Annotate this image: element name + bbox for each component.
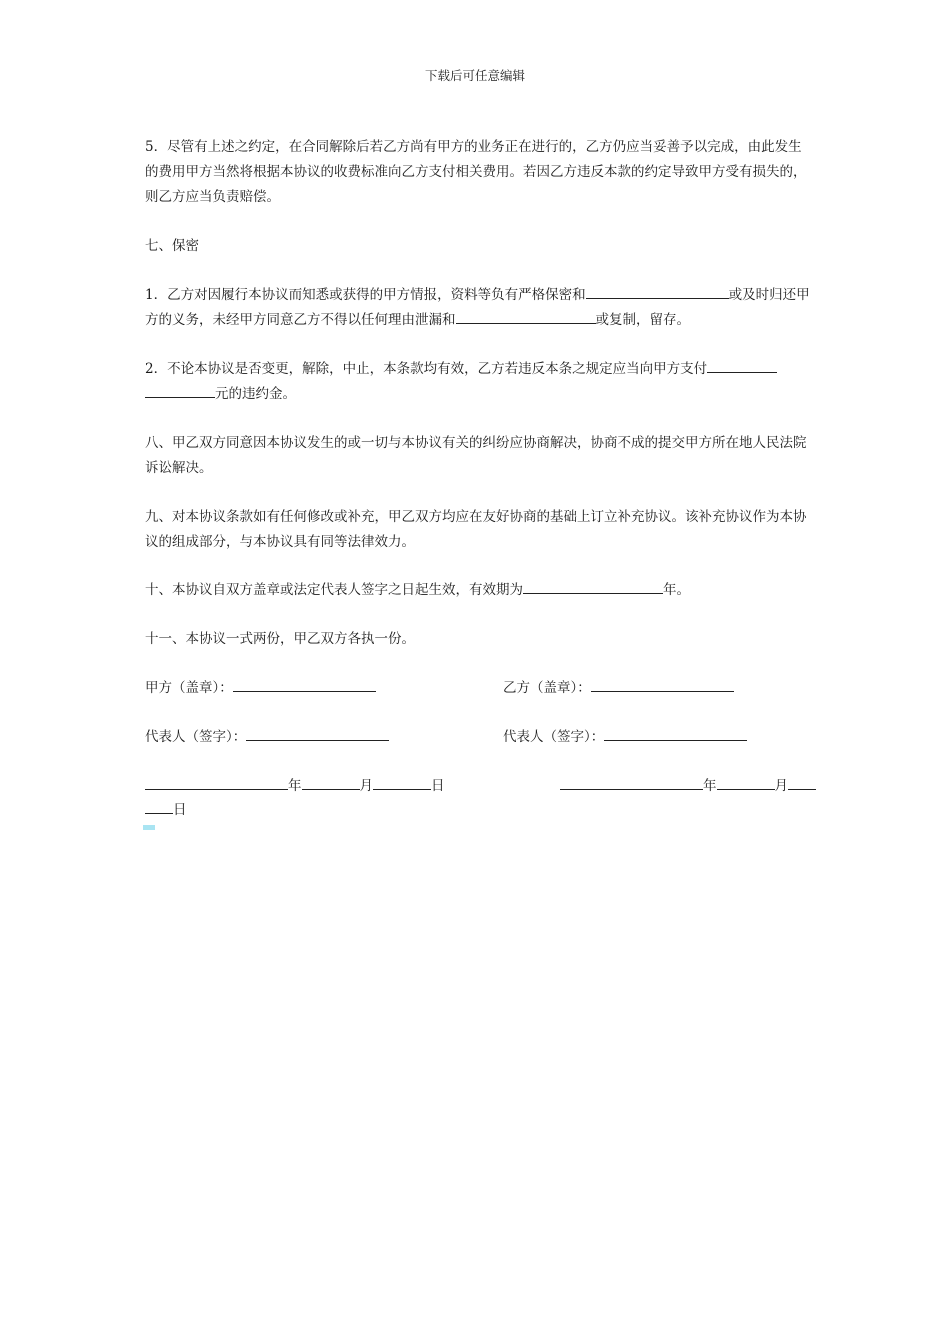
confid1-text-3: 或复制，留存。 [595, 312, 690, 328]
blank-field[interactable] [560, 775, 703, 790]
date-b-day [145, 798, 187, 823]
confid2-text-1: 2．不论本协议是否变更，解除，中止，本条款均有效，乙方若违反本条之规定应当向甲方支付 [145, 361, 708, 377]
confid1-text-1: 1．乙方对因履行本协议而知悉或获得的甲方情报，资料等负有严格保密和 [145, 287, 586, 303]
date-b [560, 774, 816, 799]
blank-field[interactable] [591, 677, 734, 692]
confidentiality-clause-2 [145, 357, 815, 407]
rep-a-label: 代表人（签字）： [145, 729, 247, 745]
rep-a [145, 725, 389, 750]
rep-b [503, 725, 747, 750]
clause-5: 5．尽管有上述之约定，在合同解除后若乙方尚有甲方的业务正在进行的，乙方仍应当妥善予以完成，由此发生的费用甲方当然将根据本协议的收费标准向乙方支付相关费用。若因乙方违反本款的约定导致甲方受有损失的，则乙方应当负责赔偿。 [145, 139, 807, 205]
blank-field[interactable] [373, 775, 431, 790]
year-label: 年 [288, 778, 302, 794]
page-header: 下载后可任意编辑 [424, 68, 525, 83]
blank-field[interactable] [233, 677, 376, 692]
section-8: 八、甲乙双方同意因本协议发生的或一切与本协议有关的纠纷应协商解决，协商不成的提交甲方所在地人民法院诉讼解决。 [145, 435, 807, 476]
day-label: 日 [431, 778, 445, 794]
date-row [145, 774, 825, 799]
blank-field[interactable] [246, 726, 389, 741]
blank-field[interactable] [145, 799, 173, 814]
month-label: 月 [774, 778, 788, 794]
section-10 [145, 578, 815, 603]
blank-field[interactable] [604, 726, 747, 741]
confidentiality-clause-1 [145, 283, 815, 333]
party-a-seal-label: 甲方（盖章）： [145, 680, 233, 696]
party-b-seal [503, 676, 734, 701]
section10-text-1: 十、本协议自双方盖章或法定代表人签字之日起生效，有效期为 [145, 582, 523, 598]
party-a-seal [145, 676, 376, 701]
blank-field[interactable] [586, 284, 729, 299]
confid2-text-2: 元的违约金。 [215, 386, 296, 402]
rep-b-label: 代表人（签字）： [503, 729, 605, 745]
month-label: 月 [359, 778, 373, 794]
blank-field[interactable] [145, 775, 288, 790]
day-label: 日 [173, 802, 187, 818]
party-b-seal-label: 乙方（盖章）： [503, 680, 591, 696]
date-a [145, 774, 445, 799]
section-11: 十一、本协议一式两份，甲乙双方各执一份。 [145, 631, 415, 647]
cursor-highlight-marker [143, 825, 155, 830]
date-row-continued [145, 798, 825, 823]
confid1-text-2: 或及时归还甲方的义务，未经甲方同意乙方不得以任何理由泄漏和 [145, 287, 810, 328]
section-9: 九、对本协议条款如有任何修改或补充，甲乙双方均应在友好协商的基础上订立补充协议。该补充协议作为本协议的组成部分，与本协议具有同等法律效力。 [145, 509, 807, 550]
section10-text-2: 年。 [663, 582, 690, 598]
blank-field[interactable] [788, 775, 816, 790]
year-label: 年 [703, 778, 717, 794]
representative-row [145, 725, 825, 750]
section-7-title: 七、保密 [145, 238, 199, 254]
blank-field[interactable] [707, 358, 777, 373]
blank-field[interactable] [717, 775, 775, 790]
blank-field[interactable] [456, 309, 596, 324]
seal-row [145, 676, 825, 701]
blank-field[interactable] [302, 775, 360, 790]
blank-field[interactable] [523, 579, 663, 594]
blank-field[interactable] [145, 383, 215, 398]
